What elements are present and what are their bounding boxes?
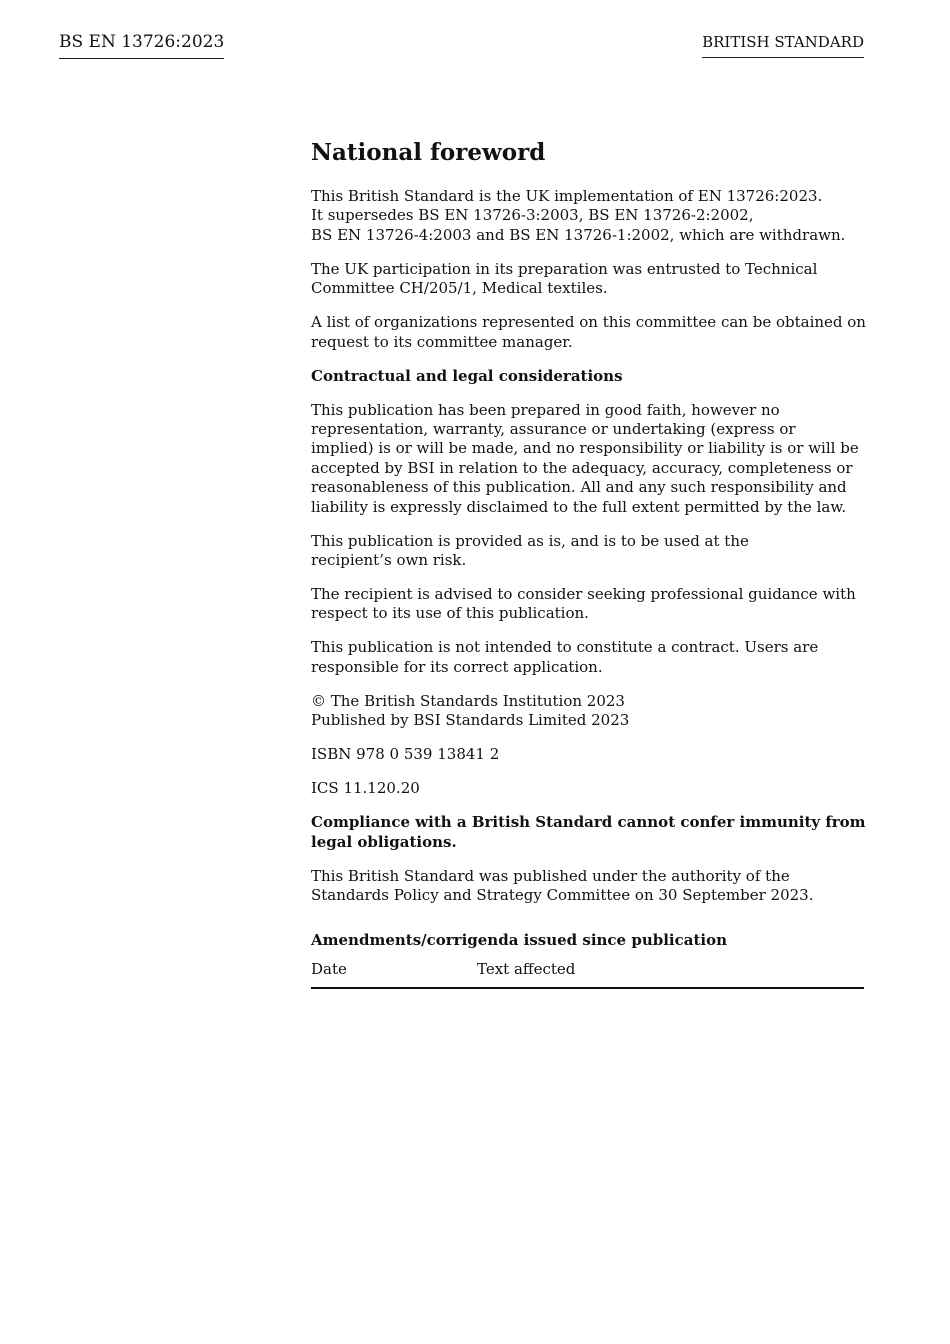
paragraph-line: Standards Policy and Strategy Committee on 30 September 2023. (311, 886, 814, 905)
amendments-heading: Amendments/corrigenda issued since publication (311, 930, 727, 949)
bold-paragraph (311, 813, 864, 852)
paragraph-line: Committee CH/205/1, Medical textiles. (311, 279, 608, 298)
document-id: BS EN 13726:2023 (59, 30, 224, 59)
paragraph (311, 779, 864, 798)
paragraph (311, 313, 864, 352)
paragraph-line: responsible for its correct application. (311, 657, 603, 676)
foreword-content (311, 138, 864, 989)
paragraph-line: BS EN 13726-4:2003 and BS EN 13726-1:2002, which are withdrawn. (311, 225, 846, 244)
paragraph (311, 401, 864, 517)
paragraph-line: ISBN 978 0 539 13841 2 (311, 745, 500, 764)
amendments-col-text-affected: Text affected (477, 959, 576, 978)
paragraph (311, 585, 864, 624)
paragraph-line: This publication has been prepared in good faith, however no (311, 400, 780, 419)
paragraph-line: This publication is not intended to constitute a contract. Users are (311, 638, 819, 657)
paragraph-line: A list of organizations represented on this committee can be obtained on (311, 313, 866, 332)
paragraph-line: This publication is provided as is, and is to be used at the (311, 531, 749, 550)
paragraph-line: This British Standard is the UK implementation of EN 13726:2023. (311, 187, 823, 205)
series-label: BRITISH STANDARD (702, 31, 864, 58)
paragraph (311, 260, 864, 299)
paragraph-line: Contractual and legal considerations (311, 366, 623, 385)
paragraph (311, 745, 864, 764)
paragraph-line: The recipient is advised to consider seeking professional guidance with (311, 585, 856, 604)
paragraph-line: This British Standard was published under the authority of the (311, 866, 790, 885)
paragraph-line: representation, warranty, assurance or undertaking (express or (311, 420, 796, 439)
paragraph-line: © The British Standards Institution 2023 (311, 691, 625, 710)
paragraph-line: accepted by BSI in relation to the adequacy, accuracy, completeness or (311, 458, 853, 477)
paragraph-line: recipient’s own risk. (311, 551, 467, 570)
paragraph-line: Compliance with a British Standard cannot confer immunity from (311, 813, 866, 832)
paragraph (311, 638, 864, 677)
amendments-table (311, 959, 864, 989)
paragraph-line: implied) is or will be made, and no responsibility or liability is or will be (311, 439, 859, 458)
paragraph (311, 692, 864, 731)
foreword-body (311, 187, 864, 906)
paragraph-line: Published by BSI Standards Limited 2023 (311, 711, 630, 730)
paragraph-line: The UK participation in its preparation was entrusted to Technical (311, 259, 818, 278)
paragraph-line: liability is expressly disclaimed to the full extent permitted by the law. (311, 497, 847, 516)
paragraph-line: request to its committee manager. (311, 332, 573, 351)
paragraph-line: reasonableness of this publication. All and any such responsibility and (311, 478, 847, 497)
paragraph-line: ICS 11.120.20 (311, 779, 420, 798)
paragraph-line: legal obligations. (311, 832, 457, 851)
paragraph-line: It supersedes BS EN 13726-3:2003, BS EN 13726-2:2002, (311, 206, 754, 225)
bold-paragraph (311, 367, 864, 386)
paragraph-line: respect to its use of this publication. (311, 604, 589, 623)
amendments-col-date: Date (311, 959, 347, 978)
paragraph (311, 867, 864, 906)
paragraph (311, 187, 864, 245)
page-title: National foreword (311, 139, 546, 166)
paragraph (311, 532, 864, 571)
